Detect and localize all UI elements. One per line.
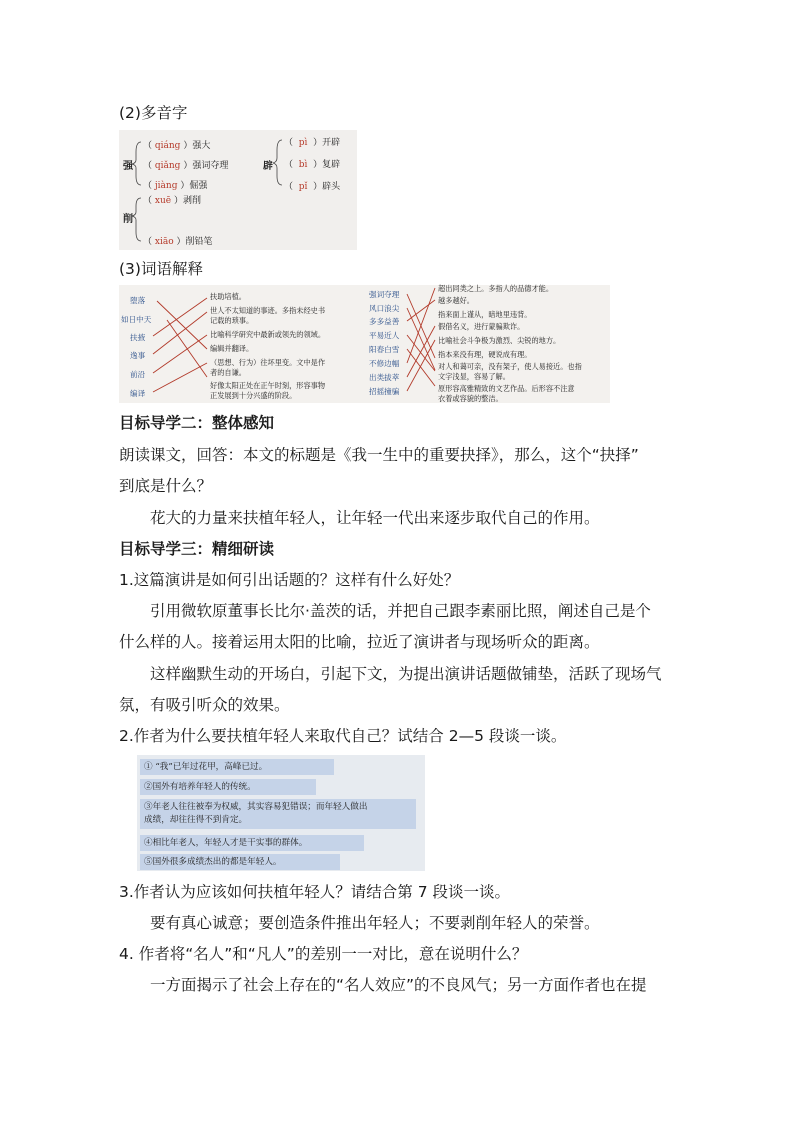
word-left: 堕落 [130, 296, 146, 305]
reason-item [140, 799, 416, 829]
word: 强大 [192, 141, 211, 151]
def-right: 原形容高雅精致的文艺作品。后形容不注意 [438, 384, 575, 393]
word-right: 强词夺理 [369, 290, 400, 299]
pinyin: bì [298, 160, 308, 170]
word: 开辟 [322, 138, 341, 148]
def-right: 文字浅显，容易了解。 [438, 372, 510, 381]
section2-answer: 花大的力量来扶植年轻人，让年轻一代出来逐步取代自己的作用。 [150, 509, 600, 527]
def-left: 编辑并翻译。 [210, 344, 254, 353]
char-xiao: 削 [123, 214, 133, 225]
pinyin: xiāo [154, 237, 174, 247]
question-3: 3.作者认为应该如何扶植年轻人？请结合第 7 段谈一谈。 [119, 883, 511, 901]
answer-1-line4: 氛，有吸引听众的效果。 [119, 696, 290, 714]
reasons-image [137, 755, 425, 871]
reason-line: 成绩，却往往得不到肯定。 [144, 815, 248, 825]
reason-item: ① “我”已年过花甲，高峰已过。 [140, 759, 334, 775]
polyphonic-image: 强 （ qiáng ）强大 （ qiǎng ）强词夺理 （ jiàng ）倔强 辟 （ pì ）开辟 （ bì ）复辟 （ pǐ ）辟头 削 （ xuē ）剥削 （ xiāo ）削铅笔 [119, 130, 357, 250]
question-2: 2.作者为什么要扶植年轻人来取代自己？试结合 2—5 段谈一谈。 [119, 727, 567, 745]
word-right: 平易近人 [369, 331, 400, 340]
def-left: 好像太阳正处在正午时刻，形容事物 [210, 381, 326, 390]
word-right: 阳春白雪 [369, 345, 400, 354]
def-right: 超出同类之上。多指人的品德才能。 [438, 284, 554, 293]
answer-4: 一方面揭示了社会上存在的“名人效应”的不良风气；另一方面作者也在提 [150, 976, 647, 994]
pinyin: xuē [154, 196, 172, 206]
def-left: 扶助培植。 [210, 292, 246, 301]
polyphonic-heading: (2)多音字 [119, 104, 188, 122]
pinyin: qiáng [154, 141, 181, 151]
question-1: 1.这篇演讲是如何引出话题的？这样有什么好处？ [119, 571, 460, 589]
reason-item: ⑤国外很多成绩杰出的都是年轻人。 [140, 854, 340, 870]
word-right: 风口浪尖 [369, 304, 400, 313]
word: 倔强 [189, 181, 208, 191]
word-left: 编译 [130, 389, 146, 398]
word-right: 招摇撞骗 [369, 387, 400, 396]
def-left: 世人不太知道的事迹。多指未经史书 [210, 306, 326, 315]
pinyin: jiàng [154, 181, 178, 191]
def-right: 假借名义，进行蒙骗欺诈。 [438, 322, 525, 331]
word-left: 扶掖 [130, 333, 146, 342]
word-left: 如日中天 [121, 315, 152, 324]
def-left: （思想、行为）往坏里变。文中是作 [210, 358, 326, 367]
pinyin: pǐ [298, 182, 308, 192]
pinyin: pì [298, 138, 308, 148]
reason-item: ④相比年老人，年轻人才是干实事的群体。 [140, 835, 364, 851]
answer-3: 要有真心诚意；要创造条件推出年轻人；不要剥削年轻人的荣誉。 [150, 914, 600, 932]
section2-question-line1: 朗读课文，回答：本文的标题是《我一生中的重要抉择》，那么，这个“抉择” [119, 446, 639, 464]
reason-item: ②国外有培养年轻人的传统。 [140, 779, 316, 795]
word: 削铅笔 [185, 237, 213, 247]
vocab-image [119, 285, 610, 403]
word-right: 不修边幅 [369, 359, 400, 368]
word-left: 逸事 [130, 351, 146, 360]
section3-title: 目标导学三：精细研读 [119, 540, 275, 558]
section2-title: 目标导学二：整体感知 [119, 414, 275, 432]
vocab-heading: (3)词语解释 [119, 260, 203, 278]
def-right: 对人和蔼可亲，没有架子，使人易接近。也指 [438, 362, 582, 371]
word: 剥削 [182, 196, 201, 206]
def-right: 衣着或容貌的整洁。 [438, 394, 503, 403]
def-right: 指本来没有理，硬说成有理。 [438, 350, 532, 359]
word-right: 多多益善 [369, 317, 400, 326]
answer-1-line1: 引用微软原董事长比尔·盖茨的话，并把自己跟李素丽比照，阐述自己是个 [150, 602, 651, 620]
word-left: 前沿 [130, 370, 146, 379]
def-right: 比喻社会斗争极为激烈、尖锐的地方。 [438, 336, 561, 345]
word-right: 出类拔萃 [369, 373, 400, 382]
char-pi: 辟 [263, 161, 273, 172]
reason-line: ③年老人往往被奉为权威，其实容易犯错误；而年轻人做出 [144, 802, 368, 812]
word: 强词夺理 [192, 161, 229, 171]
question-4: 4. 作者将“名人”和“凡人”的差别一一对比，意在说明什么？ [119, 945, 528, 963]
char-qiang: 强 [123, 161, 133, 172]
answer-1-line3: 这样幽默生动的开场白，引起下文，为提出演讲话题做铺垫，活跃了现场气 [150, 665, 662, 683]
word: 复辟 [322, 160, 341, 170]
def-right: 指来面上谨从，暗地里违背。 [438, 310, 532, 319]
word: 辟头 [322, 182, 341, 192]
def-right: 越多越好。 [438, 296, 474, 305]
answer-1-line2: 什么样的人。接着运用太阳的比喻，拉近了演讲者与现场听众的距离。 [119, 633, 600, 651]
def-left: 者的自谦。 [210, 368, 246, 377]
def-left: 比喻科学研究中最新或领先的领域。 [210, 330, 326, 339]
pinyin: qiǎng [154, 161, 181, 171]
section2-question-line2: 到底是什么？ [119, 477, 213, 495]
def-left: 记载的琐事。 [210, 316, 254, 325]
def-left: 正发展到十分兴盛的阶段。 [210, 391, 297, 400]
